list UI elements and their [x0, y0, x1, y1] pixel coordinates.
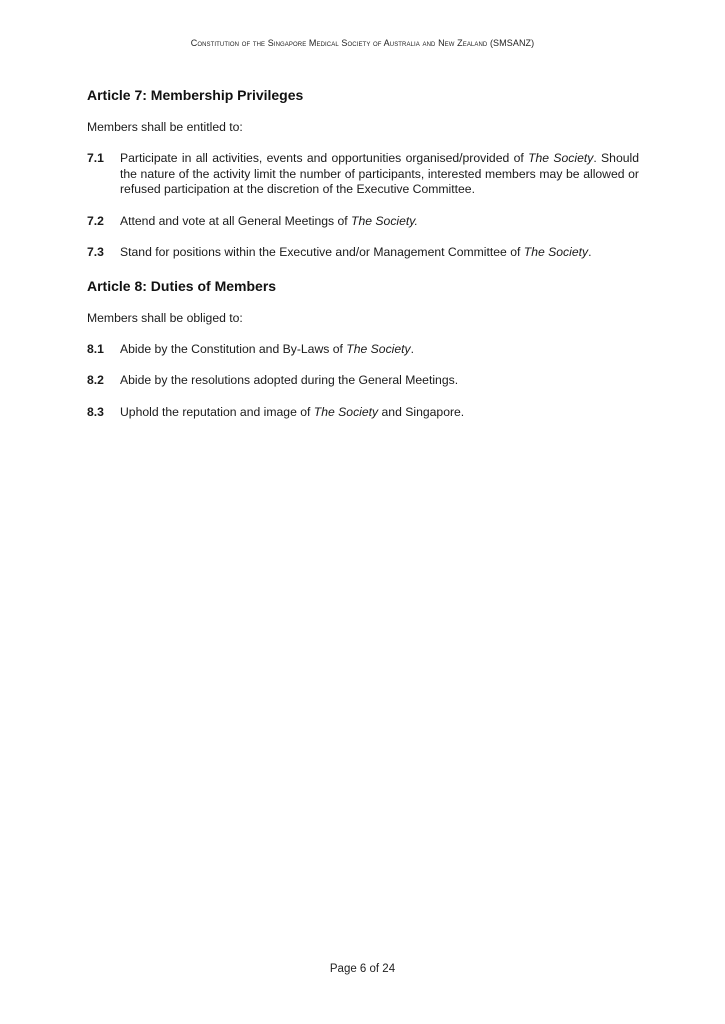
clause-text: Uphold the reputation and image of The Society and Singapore.	[120, 404, 465, 419]
clause-text: Abide by the resolutions adopted during the General Meetings.	[120, 373, 459, 387]
article-intro: Members shall be entitled to:	[87, 120, 243, 134]
clause-8-1	[87, 342, 639, 358]
clause-text: Abide by the Constitution and By-Laws of The Society.	[120, 341, 415, 356]
clause-number: 8.1	[87, 341, 104, 356]
clause-7-1	[87, 151, 639, 198]
header-acronym: (SMSANZ)	[487, 38, 535, 48]
clause-number: 8.3	[87, 404, 104, 419]
clause-text: Stand for positions within the Executive and/or Management Committee of The Society.	[120, 245, 592, 259]
clause-number: 8.2	[87, 373, 104, 387]
clause-8-2	[87, 373, 639, 389]
running-header	[0, 38, 725, 48]
article-heading: Article 8: Duties of Members	[87, 277, 277, 294]
clause-number: 7.2	[87, 213, 104, 228]
article-intro: Members shall be obliged to:	[87, 310, 243, 325]
clause-number: 7.3	[87, 245, 104, 259]
clause-8-3	[87, 405, 639, 421]
document-body	[87, 86, 639, 436]
article-heading: Article 7: Membership Privileges	[87, 87, 304, 103]
clause-7-2	[87, 214, 639, 230]
clause-text: Attend and vote at all General Meetings of The Society.	[120, 213, 418, 228]
clause-number: 7.1	[87, 151, 104, 165]
clause-text: Participate in all activities, events and opportunities organised/provided of The Society. Should the nature of the activity limit the number of participants, interested members may be allowed or refused participation at the discretion of the Executive Committee.	[120, 151, 639, 196]
article-7	[87, 86, 639, 261]
page-number: Page 6 of 24	[329, 963, 396, 975]
header-title: Constitution of the Singapore Medical Society of Australia and New Zealand	[190, 38, 488, 48]
clause-7-3	[87, 245, 639, 261]
article-8	[87, 277, 639, 421]
